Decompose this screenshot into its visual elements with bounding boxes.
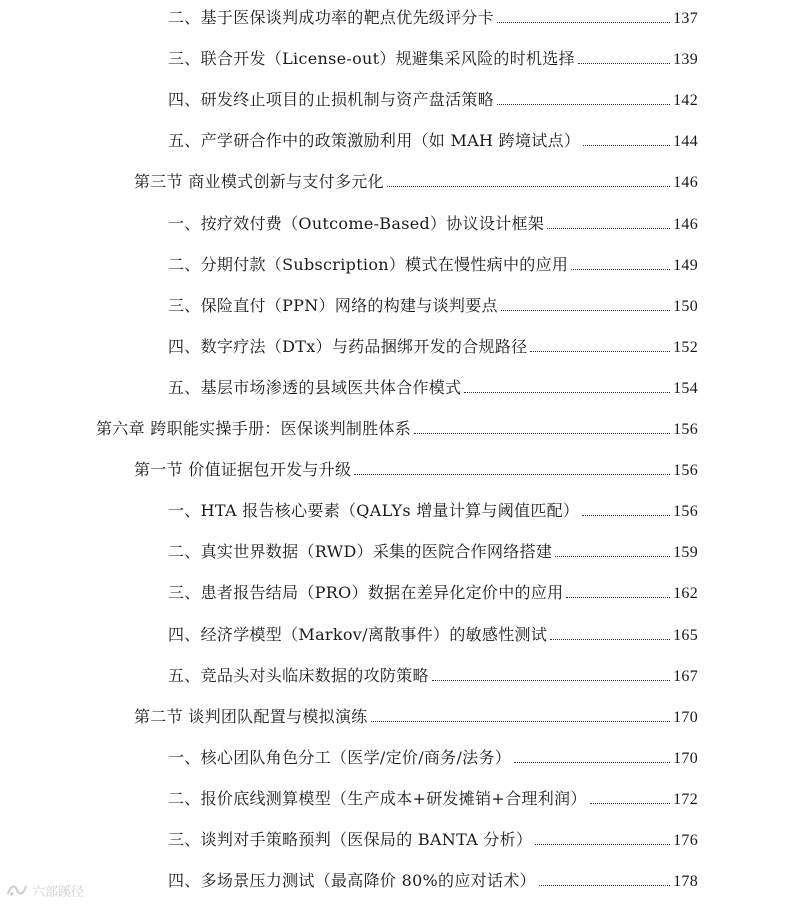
- toc-entry-title: 第六章 跨职能实操手册：医保谈判制胜体系: [96, 419, 412, 438]
- toc-entry-title: 三、患者报告结局（PRO）数据在差异化定价中的应用: [168, 583, 564, 603]
- toc-entry-page-number: 156: [673, 503, 698, 521]
- toc-entry-page-number: 144: [673, 133, 698, 151]
- dot-leader: [387, 186, 670, 187]
- toc-entry-item[interactable]: [168, 539, 698, 565]
- toc-entry-page-number: 137: [673, 10, 698, 27]
- toc-entry-page-number: 156: [673, 462, 698, 480]
- toc-entry-title: 四、多场景压力测试（最高降价 80%的应对话术）: [168, 871, 536, 891]
- toc-entry-title: 五、产学研合作中的政策激励利用（如 MAH 跨境试点）: [168, 131, 581, 151]
- toc-entry-item[interactable]: [168, 211, 698, 237]
- toc-entry-item[interactable]: [168, 786, 698, 812]
- toc-entry-title: 三、谈判对手策略预判（医保局的 BANTA 分析）: [168, 830, 533, 849]
- toc-entry-title: 二、分期付款（Subscription）模式在慢性病中的应用: [168, 254, 569, 274]
- watermark-text: 六部蹊径: [32, 884, 85, 900]
- dot-leader: [414, 433, 670, 434]
- toc-entry-item[interactable]: [168, 87, 698, 113]
- dot-leader: [514, 762, 670, 763]
- dot-leader: [530, 351, 670, 352]
- toc-entry-section[interactable]: [134, 169, 698, 195]
- toc-entry-title: 一、按疗效付费（Outcome-Based）协议设计框架: [168, 213, 545, 233]
- toc-entry-item[interactable]: [168, 498, 698, 524]
- toc-entry-page-number: 165: [673, 626, 698, 644]
- dot-leader: [354, 474, 670, 475]
- toc-entry-item[interactable]: [168, 375, 698, 401]
- dot-leader: [539, 885, 670, 886]
- dot-leader: [497, 104, 670, 105]
- toc-entry-page-number: 142: [673, 92, 698, 110]
- dot-leader: [497, 22, 670, 23]
- toc-entry-item[interactable]: [168, 622, 698, 648]
- toc-entry-section[interactable]: [134, 704, 698, 730]
- toc-entry-page-number: 150: [673, 297, 698, 315]
- dot-leader: [583, 145, 670, 146]
- dot-leader: [371, 721, 671, 722]
- toc-entry-item[interactable]: [168, 128, 698, 154]
- toc-entry-page-number: 167: [673, 667, 698, 685]
- toc-entry-page-number: 162: [673, 585, 698, 603]
- toc-entry-section[interactable]: [134, 457, 698, 483]
- toc-entry-title: 第二节 谈判团队配置与模拟演练: [134, 706, 368, 726]
- dot-leader: [464, 392, 670, 393]
- toc-entry-item[interactable]: [168, 252, 698, 278]
- toc-entry-title: 五、竞品头对头临床数据的攻防策略: [168, 665, 429, 685]
- toc-entry-page-number: 170: [673, 749, 698, 767]
- toc-entry-item[interactable]: [168, 46, 698, 72]
- toc-entry-item[interactable]: [168, 293, 698, 319]
- toc-entry-title: 二、报价底线测算模型（生产成本+研发摊销+合理利润）: [168, 788, 587, 808]
- dot-leader: [566, 597, 670, 598]
- toc-entry-page-number: 139: [673, 51, 698, 69]
- toc-entry-title: 三、保险直付（PPN）网络的构建与谈判要点: [168, 295, 498, 315]
- toc-entry-item[interactable]: [168, 5, 698, 31]
- toc-entry-page-number: 159: [673, 544, 698, 562]
- dot-leader: [501, 310, 670, 311]
- toc-entry-title: 四、经济学模型（Markov/离散事件）的敏感性测试: [168, 624, 548, 644]
- dot-leader: [582, 515, 670, 516]
- toc-entry-title: 五、基层市场渗透的县域医共体合作模式: [168, 377, 462, 397]
- toc-entry-page-number: 152: [673, 338, 698, 356]
- toc-entry-title: 二、真实世界数据（RWD）采集的医院合作网络搭建: [168, 542, 553, 562]
- toc-entry-item[interactable]: [168, 334, 698, 360]
- toc-entry-item[interactable]: [168, 868, 698, 894]
- logo-icon: [6, 882, 28, 898]
- watermark: [6, 878, 84, 902]
- dot-leader: [578, 63, 670, 64]
- toc-entry-title: 二、基于医保谈判成功率的靶点优先级评分卡: [168, 8, 495, 27]
- dot-leader: [535, 844, 670, 845]
- toc-entry-page-number: 149: [673, 256, 698, 274]
- toc-entry-title: 三、联合开发（License-out）规避集采风险的时机选择: [168, 49, 575, 69]
- toc-entry-page-number: 178: [673, 873, 698, 891]
- toc-entry-page-number: 146: [673, 215, 698, 233]
- toc-entry-title: 一、HTA 报告核心要素（QALYs 增量计算与阈值匹配）: [168, 501, 580, 521]
- dot-leader: [590, 803, 670, 804]
- toc-entry-page-number: 172: [673, 790, 698, 808]
- toc-entry-page-number: 170: [673, 708, 698, 726]
- toc-entry-title: 四、研发终止项目的止损机制与资产盘活策略: [168, 90, 495, 110]
- dot-leader: [547, 228, 670, 229]
- toc-entry-chapter[interactable]: [96, 416, 698, 442]
- toc-entry-item[interactable]: [168, 827, 698, 853]
- dot-leader: [555, 556, 670, 557]
- toc-entry-title: 四、数字疗法（DTx）与药品捆绑开发的合规路径: [168, 336, 528, 356]
- toc-entry-page-number: 146: [673, 174, 698, 192]
- toc-entry-item[interactable]: [168, 663, 698, 689]
- toc-entry-page-number: 154: [673, 379, 698, 397]
- toc-entry-page-number: 156: [673, 421, 698, 438]
- toc-entry-page-number: 176: [673, 832, 698, 849]
- toc-entry-item[interactable]: [168, 580, 698, 606]
- toc-entry-title: 第一节 价值证据包开发与升级: [134, 460, 352, 480]
- dot-leader: [432, 680, 670, 681]
- toc-entry-title: 第三节 商业模式创新与支付多元化: [134, 172, 384, 192]
- toc-entry-item[interactable]: [168, 745, 698, 771]
- dot-leader: [571, 269, 670, 270]
- dot-leader: [550, 639, 670, 640]
- toc-entry-title: 一、核心团队角色分工（医学/定价/商务/法务）: [168, 747, 512, 767]
